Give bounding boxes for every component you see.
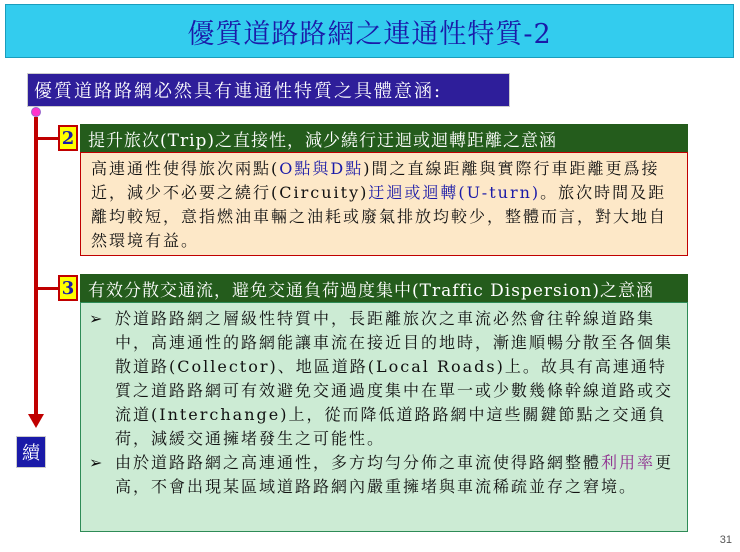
list-item xyxy=(89,451,677,499)
connector-line xyxy=(36,137,58,140)
uturn-text: 迂迴或迴轉(U-turn) xyxy=(368,183,541,202)
bullet-text: 於道路路網之層級性特質中，長距離旅次之車流必然會往幹線道路集中，高連通性的路網能讓車流在接近目的地時，漸進順暢分散至各個集散道路(Collector)、地區道路(Local Roads)上。故具有高連通特質之道路路網可有效避免交通過度集中在單一或少數幾條幹線道路或交流道(Interchange)上，從而降低道路路網中這些關鍵節點之交通負荷，減緩交通擁堵發生之可能性。 xyxy=(115,309,674,448)
arrow-bullet-icon: ➢ xyxy=(89,309,105,328)
section-number-2: 2 xyxy=(58,125,78,151)
bullet-text-part: 更高，不會出現某區域道路路網內嚴重擁堵與車流稀疏並存之窘境。 xyxy=(115,453,674,496)
highlight-text: 利用率 xyxy=(601,453,656,472)
bullet-text-part: 由於道路路網之高連通性，多方均勻分佈之車流使得路網整體 xyxy=(115,453,602,472)
od-points-text: O點與D點 xyxy=(279,159,364,178)
subtitle: 優質道路路網必然具有連通性特質之具體意涵: xyxy=(27,73,510,107)
arrow-bullet-icon: ➢ xyxy=(89,453,105,472)
section-header-3: 有效分散交通流，避免交通負荷過度集中(Traffic Dispersion)之意涵 xyxy=(80,274,688,302)
section-header-2: 提升旅次(Trip)之直接性，減少繞行迂迴或迴轉距離之意涵 xyxy=(80,124,688,152)
bullet-text xyxy=(115,451,677,499)
timeline-arrow-icon xyxy=(28,414,44,428)
section-body-3 xyxy=(80,302,688,532)
timeline-start-dot xyxy=(31,107,41,117)
section-body-2 xyxy=(80,152,688,256)
timeline-line xyxy=(34,117,38,417)
page-title: 優質道路路網之連通性特質-2 xyxy=(5,4,734,58)
section-number-3: 3 xyxy=(58,275,78,301)
list-item xyxy=(89,307,677,451)
continue-button[interactable]: 續 xyxy=(16,436,46,468)
page-number: 31 xyxy=(719,534,732,546)
connector-line xyxy=(36,287,58,290)
body-text: )間之直線距離與實際行車距離更爲接近，減少不必要之繞行(Circuity) xyxy=(91,159,660,202)
body-text: 。旅次時間及距離均較短，意指燃油車輛之油耗或廢氣排放均較少，整體而言，對大地自然環境有益。 xyxy=(91,183,668,250)
body-text: 高連通性使得旅次兩點( xyxy=(91,159,280,178)
